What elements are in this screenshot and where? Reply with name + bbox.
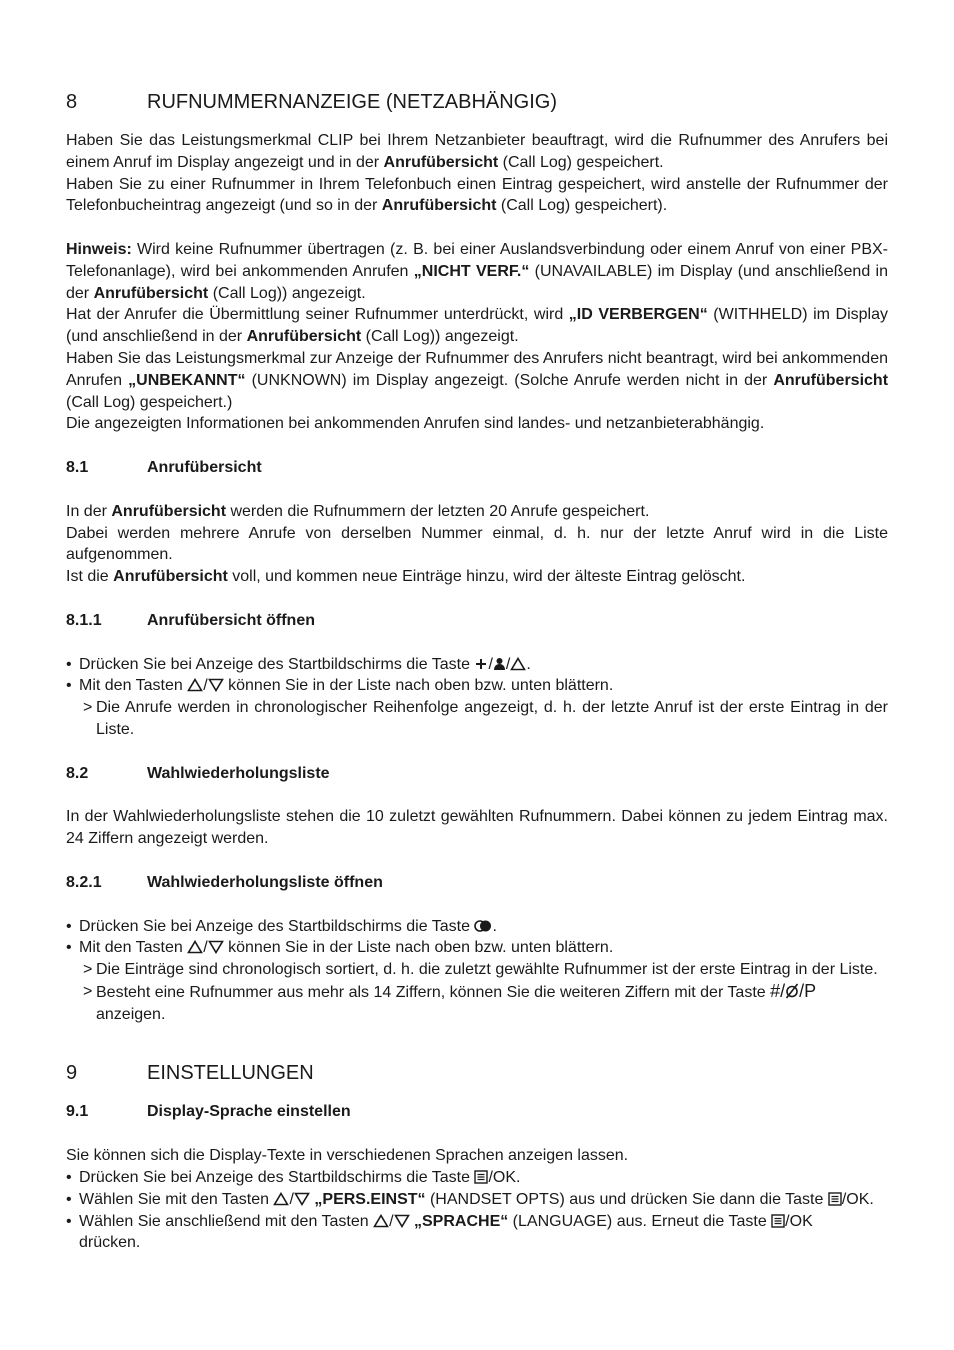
result-item: > Besteht eine Rufnummer aus mehr als 14 Ziffern, können Sie die weiteren Ziffern mit der Taste #/ /P anzeigen. [83, 980, 817, 1023]
paragraph: Ist die Anrufübersicht voll, und kommen neue Einträge hinzu, wird der älteste Eintrag gelöscht. [66, 568, 746, 586]
up-down-keys-icon: / [187, 939, 223, 956]
section-8-2-heading: 8.2 Wahlwiederholungsliste [66, 764, 330, 782]
up-down-keys-icon: / [273, 1191, 309, 1208]
section-9-heading: 9 EINSTELLUNGEN [66, 1062, 314, 1085]
section-8-1-heading: 8.1 Anrufübersicht [66, 458, 262, 476]
note-paragraph: Hinweis: Wird keine Rufnummer übertragen (z. B. bei einer Auslandsverbindung oder einem Anruf von einer PBX-Telefonanlage), wird bei ankommenden Anrufen „NICHT VERF.“ (UNAVAILABLE) im Display (und anschließend in der Anrufübersicht (Call Log)) angezeigt. [66, 240, 889, 302]
list-item: • Wählen Sie anschließend mit den Tasten / „SPRACHE“ (LANGUAGE) aus. Erneut die Taste /OK drücken. [66, 1212, 813, 1252]
menu-ok-key-icon: /OK [474, 1169, 516, 1186]
plus-contact-up-key-icon: / / [474, 656, 526, 673]
paragraph: Haben Sie zu einer Rufnummer in Ihrem Telefonbuch einen Eintrag gespeichert, wird anstelle der Rufnummer der Telefonbucheintrag angezeigt (und so in der Anrufübersicht (Call Log) gespeichert). [66, 175, 888, 215]
section-8-2-1-heading: 8.2.1 Wahlwiederholungsliste öffnen [66, 873, 383, 891]
section-title: RUFNUMMERNANZEIGE (NETZABHÄNGIG) [147, 91, 557, 113]
section-8-heading [66, 88, 888, 116]
paragraph: Hat der Anrufer die Übermittlung seiner Rufnummer unterdrückt, wird „ID VERBERGEN“ (WITHHELD) im Display (und anschließend in der Anrufübersicht (Call Log)) angezeigt. [66, 306, 889, 346]
list-item: • Mit den Tasten / können Sie in der Liste nach oben bzw. unten blättern. [66, 939, 614, 957]
up-down-keys-icon: / [187, 677, 223, 694]
redial-key-icon [474, 919, 492, 933]
paragraph: In der Anrufübersicht werden die Rufnummern der letzten 20 Anrufe gespeichert. [66, 502, 650, 520]
list-item: • Drücken Sie bei Anzeige des Startbildschirms die Taste /OK. [66, 1169, 521, 1187]
paragraph: Dabei werden mehrere Anrufe von derselben Nummer einmal, d. h. nur der letzte Anruf wird in die Liste aufgenommen. [66, 524, 888, 564]
list-item: • Drücken Sie bei Anzeige des Startbildschirms die Taste . [66, 917, 497, 935]
list-item: • Mit den Tasten / können Sie in der Liste nach oben bzw. unten blättern. [66, 677, 614, 695]
document-page [66, 88, 888, 1254]
note-label: Hinweis: [66, 240, 132, 258]
menu-ok-key-icon: /OK [828, 1191, 870, 1208]
section-9-1-heading: 9.1 Display-Sprache einstellen [66, 1103, 351, 1121]
paragraph: Haben Sie das Leistungsmerkmal CLIP bei Ihrem Netzanbieter beauftragt, wird die Rufnummer des Anrufers bei einem Anruf im Display angezeigt und in der Anrufübersicht (Call Log) gespeichert. [66, 132, 888, 171]
result-item: > Die Einträge sind chronologisch sortiert, d. h. die zuletzt gewählte Rufnummer ist der erste Eintrag in der Liste. [83, 961, 878, 979]
hash-mute-pause-key-icon: #/ /P [770, 980, 817, 1001]
paragraph: Haben Sie das Leistungsmerkmal zur Anzeige der Rufnummer des Anrufers nicht beantragt, wird bei ankommenden Anrufen „UNBEKANNT“ (UNKNOWN) im Display angezeigt. (Solche Anrufe werden nicht in der Anrufübersicht (Call Log) gespeichert.) [66, 349, 889, 411]
section-number: 8 [66, 91, 78, 113]
paragraph: In der Wahlwiederholungsliste stehen die 10 zuletzt gewählten Rufnummern. Dabei können zu jedem Eintrag max. 24 Ziffern angezeigt werden. [66, 808, 888, 848]
up-down-keys-icon: / [373, 1213, 409, 1230]
paragraph: Sie können sich die Display-Texte in verschiedenen Sprachen anzeigen lassen. [66, 1147, 629, 1165]
menu-ok-key-icon: /OK [771, 1213, 813, 1230]
section-8-1-1-heading: 8.1.1 Anrufübersicht öffnen [66, 611, 315, 629]
paragraph: Die angezeigten Informationen bei ankommenden Anrufen sind landes- und netzanbieterabhängig. [66, 415, 765, 433]
list-item: • Drücken Sie bei Anzeige des Startbildschirms die Taste / / . [66, 655, 531, 673]
list-item: • Wählen Sie mit den Tasten / „PERS.EINST“ (HANDSET OPTS) aus und drücken Sie dann die Taste /OK. [66, 1190, 874, 1208]
result-item: > Die Anrufe werden in chronologischer Reihenfolge angezeigt, d. h. der letzte Anruf ist der erste Eintrag in der Liste. [83, 699, 888, 738]
